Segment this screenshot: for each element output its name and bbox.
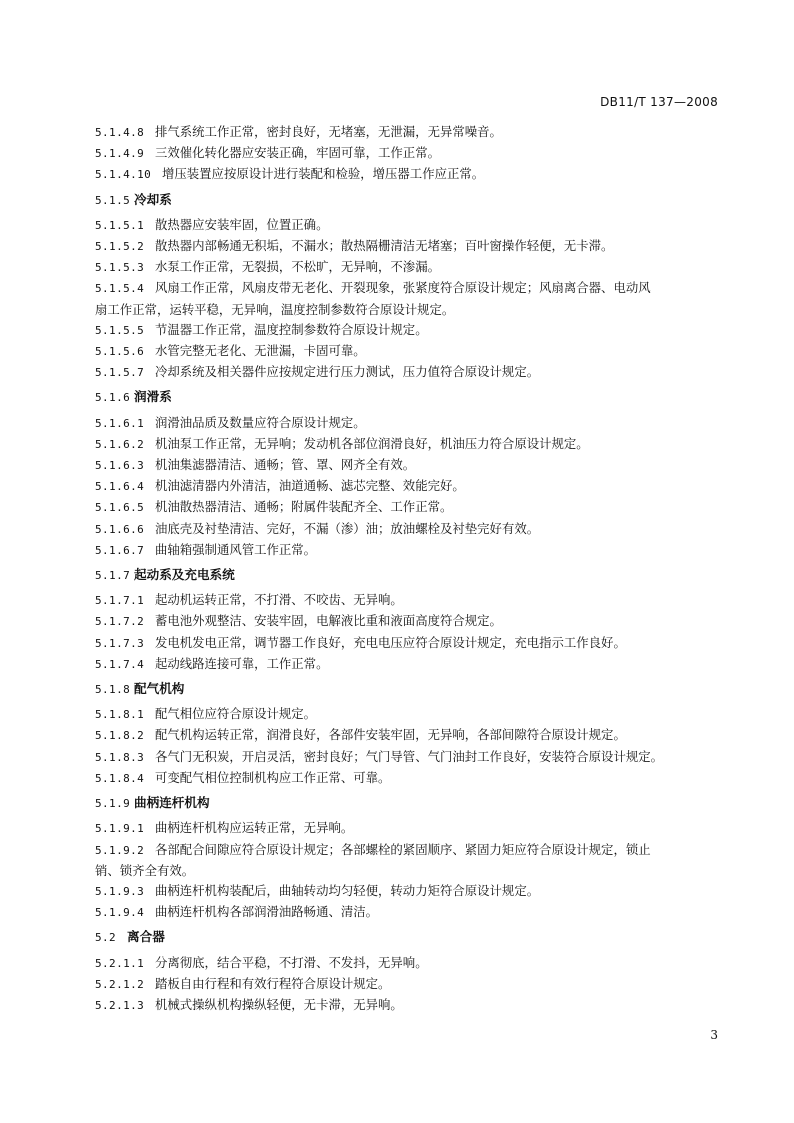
clause-text: 分离彻底，结合平稳，不打滑、不发抖，无异响。 (155, 954, 428, 970)
clause-text: 各部配合间隙应符合原设计规定；各部螺栓的紧固顺序、紧固力矩应符合原设计规定，锁止 (155, 841, 651, 857)
section-number: 5.1.8 (95, 683, 131, 697)
document-body (95, 122, 719, 1016)
clause-number: 5.1.7.3 (95, 636, 145, 650)
clause-text: 节温器工作正常，温度控制参数符合原设计规定。 (155, 321, 428, 337)
section-number: 5.1.9 (95, 797, 131, 811)
clause-continuation: 销、锁齐全有效。 (95, 862, 195, 878)
clause-item (95, 257, 719, 278)
clause-item (95, 476, 719, 497)
clause-item (95, 215, 719, 236)
clause-number: 5.1.6.6 (95, 522, 145, 536)
clause-continuation: 扇工作正常，运转平稳，无异响，温度控制参数符合原设计规定。 (95, 301, 455, 317)
document-code: DB11/T 137—2008 (600, 95, 718, 109)
clause-item (95, 341, 719, 362)
clause-number: 5.1.5.1 (95, 218, 145, 232)
clause-item (95, 953, 719, 974)
clause-text: 可变配气相位控制机构应工作正常、可靠。 (155, 769, 391, 785)
clause-text: 机油滤清器内外清洁，油道通畅、滤芯完整、效能完好。 (155, 478, 465, 494)
section-heading (95, 679, 719, 700)
section-heading (95, 793, 719, 814)
section-heading (95, 387, 719, 408)
clause-text: 三效催化转化器应安装正确，牢固可靠，工作正常。 (155, 145, 440, 161)
clause-number: 5.1.8.1 (95, 708, 145, 722)
clause-number: 5.1.4.8 (95, 126, 145, 139)
clause-number: 5.1.5.7 (95, 366, 145, 380)
clause-text: 蓄电池外观整洁、安装牢固，电解液比重和液面高度符合规定。 (155, 613, 502, 629)
clause-number: 5.1.9.1 (95, 822, 145, 836)
clause-item (95, 725, 719, 746)
clause-item (95, 590, 719, 611)
clause-item (95, 654, 719, 675)
clause-number: 5.1.8.4 (95, 771, 145, 785)
clause-number: 5.1.6.1 (95, 416, 145, 430)
clause-text: 机油散热器清洁、通畅；附属件装配齐全、工作正常。 (155, 499, 453, 515)
clause-text: 发电机发电正常，调节器工作良好，充电电压应符合原设计规定，充电指示工作良好。 (155, 634, 626, 650)
page-number: 3 (710, 1028, 718, 1042)
clause-text: 曲轴箱强制通风管工作正常。 (155, 541, 317, 557)
section-title: 润滑系 (134, 389, 172, 405)
clause-number: 5.1.8.3 (95, 750, 145, 764)
clause-item (95, 818, 719, 839)
clause-number: 5.1.9.4 (95, 906, 145, 920)
section-heading (95, 190, 719, 211)
clause-text: 风扇工作正常，风扇皮带无老化、开裂现象，张紧度符合原设计规定；风扇离合器、电动风 (155, 280, 651, 296)
clause-text: 油底壳及衬垫清洁、完好，不漏（渗）油；放油螺栓及衬垫完好有效。 (155, 520, 540, 536)
clause-item (95, 768, 719, 789)
clause-item (95, 747, 719, 768)
clause-item (95, 540, 719, 561)
section-title: 曲柄连杆机构 (134, 795, 210, 811)
clause-number: 5.1.5.5 (95, 323, 145, 337)
clause-item (95, 434, 719, 455)
clause-number: 5.1.5.6 (95, 345, 145, 359)
section-heading (95, 565, 719, 586)
clause-text: 曲柄连杆机构应运转正常，无异响。 (155, 820, 354, 836)
clause-number: 5.1.9.3 (95, 884, 145, 898)
section-title: 起动系及充电系统 (134, 567, 235, 583)
clause-text: 水泵工作正常，无裂损，不松旷，无异响，不渗漏。 (155, 259, 440, 275)
clause-text: 润滑油品质及数量应符合原设计规定。 (155, 414, 366, 430)
section-number: 5.1.6 (95, 391, 131, 405)
clause-number: 5.2.1.2 (95, 977, 145, 991)
clause-text: 配气相位应符合原设计规定。 (155, 706, 317, 722)
section-heading (95, 927, 719, 948)
clause-item (95, 497, 719, 518)
clause-text: 水管完整无老化、无泄漏，卡固可靠。 (155, 343, 366, 359)
clause-number: 5.1.5.4 (95, 282, 145, 296)
clause-item (95, 143, 719, 164)
clause-item (95, 974, 719, 995)
clause-number: 5.1.7.1 (95, 594, 145, 608)
clause-text: 冷却系统及相关器件应按规定进行压力测试，压力值符合原设计规定。 (155, 364, 540, 380)
clause-text: 散热器应安装牢固，位置正确。 (155, 216, 329, 232)
clause-item (95, 519, 719, 540)
clause-item (95, 704, 719, 725)
clause-number: 5.1.6.4 (95, 480, 145, 494)
clause-number: 5.2.1.3 (95, 998, 145, 1012)
section-number: 5.1.7 (95, 569, 131, 583)
clause-number: 5.1.9.2 (95, 843, 145, 857)
clause-number: 5.2.1.1 (95, 956, 145, 970)
clause-number: 5.1.7.4 (95, 657, 145, 671)
clause-item (95, 840, 719, 861)
section-title: 配气机构 (134, 681, 185, 697)
clause-item (95, 164, 719, 185)
clause-item (95, 278, 719, 299)
clause-item (95, 902, 719, 923)
clause-item (95, 455, 719, 476)
clause-text: 增压装置应按原设计进行装配和检验，增压器工作应正常。 (162, 166, 485, 182)
clause-text: 配气机构运转正常，润滑良好，各部件安装牢固，无异响，各部间隙符合原设计规定。 (155, 727, 626, 743)
clause-number: 5.1.5.2 (95, 240, 145, 254)
section-number: 5.2 (95, 931, 117, 945)
clause-number: 5.1.6.5 (95, 501, 145, 515)
clause-number: 5.1.6.2 (95, 437, 145, 451)
clause-item (95, 320, 719, 341)
clause-item (95, 413, 719, 434)
clause-item (95, 633, 719, 654)
section-title: 冷却系 (134, 191, 172, 207)
clause-item (95, 236, 719, 257)
clause-text: 机油集滤器清洁、通畅；管、罩、网齐全有效。 (155, 457, 416, 473)
clause-text: 排气系统工作正常，密封良好，无堵塞，无泄漏，无异常噪音。 (155, 124, 502, 139)
clause-text: 机械式操纵机构操纵轻便，无卡滞，无异响。 (155, 996, 403, 1012)
clause-text: 踏板自由行程和有效行程符合原设计规定。 (155, 975, 391, 991)
clause-text: 曲柄连杆机构装配后，曲轴转动均匀轻便，转动力矩符合原设计规定。 (155, 882, 540, 898)
section-number: 5.1.5 (95, 193, 131, 207)
clause-number: 5.1.8.2 (95, 729, 145, 743)
clause-text: 起动机运转正常，不打滑、不咬齿、无异响。 (155, 592, 403, 608)
clause-item (95, 611, 719, 632)
clause-number: 5.1.5.3 (95, 261, 145, 275)
clause-text: 起动线路连接可靠，工作正常。 (155, 655, 329, 671)
clause-number: 5.1.4.9 (95, 147, 145, 161)
clause-item (95, 995, 719, 1016)
clause-item (95, 362, 719, 383)
clause-item (95, 881, 719, 902)
clause-text: 曲柄连杆机构各部润滑油路畅通、清洁。 (155, 904, 379, 920)
clause-text: 散热器内部畅通无积垢，不漏水；散热隔栅清洁无堵塞；百叶窗操作轻便，无卡滞。 (155, 238, 614, 254)
section-title: 离合器 (127, 929, 165, 945)
clause-number: 5.1.6.3 (95, 459, 145, 473)
clause-text: 机油泵工作正常，无异响；发动机各部位润滑良好，机油压力符合原设计规定。 (155, 435, 589, 451)
clause-number: 5.1.4.10 (95, 168, 152, 182)
clause-item (95, 122, 719, 143)
clause-number: 5.1.7.2 (95, 615, 145, 629)
clause-number: 5.1.6.7 (95, 543, 145, 557)
clause-text: 各气门无积炭，开启灵活，密封良好；气门导管、气门油封工作良好，安装符合原设计规定。 (155, 748, 664, 764)
